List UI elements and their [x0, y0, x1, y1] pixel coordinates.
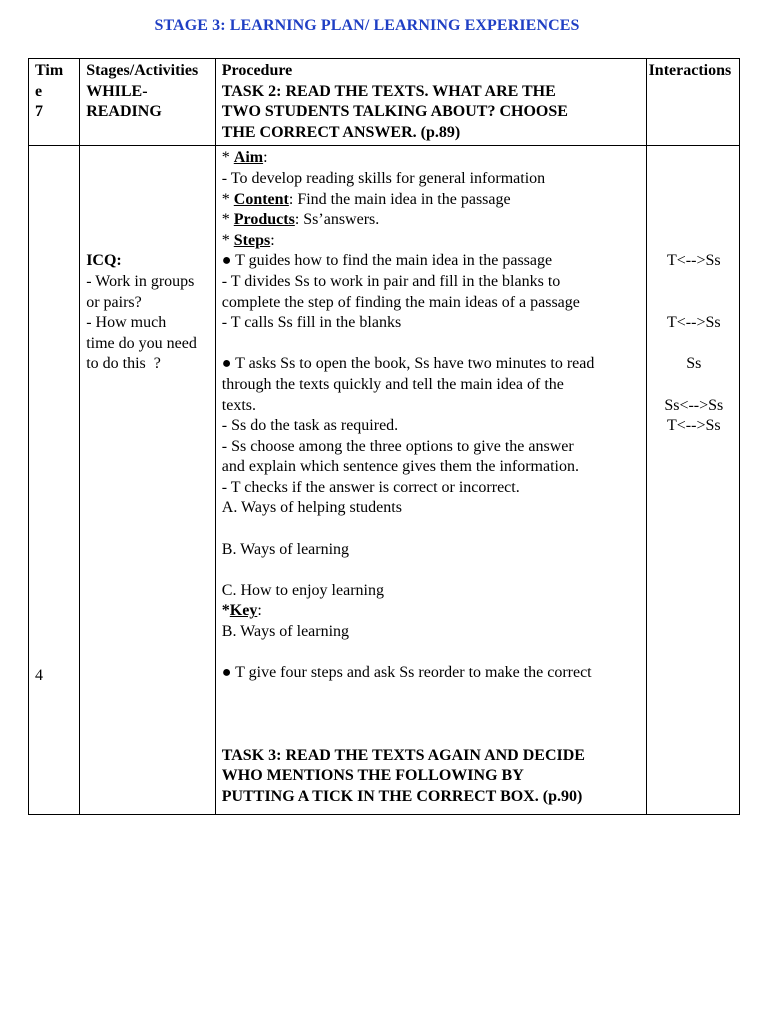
icq-line: - Work in groups	[86, 272, 195, 290]
table-body-row	[29, 146, 740, 815]
interaction-line: T<-->Ss	[666, 314, 721, 332]
icq-line: - How much	[86, 314, 167, 332]
option-c: C. How to enjoy learning	[221, 581, 384, 599]
task3-heading-line: WHO MENTIONS THE FOLLOWING BY	[221, 767, 524, 785]
procedure-header-label: Procedure	[221, 62, 293, 79]
step-four-line: ● T give four steps and ask Ss reorder to make the correct	[221, 664, 592, 682]
procedure-line: - T calls Ss fill in the blanks	[221, 314, 402, 332]
blank-line	[222, 704, 642, 725]
learning-plan-table	[28, 58, 740, 815]
stages-cell	[80, 146, 216, 815]
procedure-cell	[215, 146, 646, 815]
content-line: * Content: Find the main idea in the passage	[221, 190, 511, 208]
task3-heading-line: TASK 3: READ THE TEXTS AGAIN AND DECIDE	[221, 746, 585, 764]
task2-heading-line: TASK 2: READ THE TEXTS. WHAT ARE THE	[221, 82, 556, 100]
procedure-line	[222, 334, 642, 355]
blank-line	[222, 725, 642, 746]
procedure-line: ● T guides how to find the main idea in the passage	[221, 252, 553, 270]
time-header-line: Tim	[35, 62, 64, 79]
interaction-line: Ss	[686, 355, 702, 373]
icq-label: ICQ:	[86, 252, 122, 270]
procedure-line: complete the step of finding the main ideas of a passage	[221, 293, 580, 311]
time-cell	[29, 146, 80, 815]
interaction-line: T<-->Ss	[666, 252, 721, 270]
interaction-line	[649, 169, 739, 190]
interaction-line	[649, 272, 739, 293]
procedure-line: - Ss do the task as required.	[221, 417, 399, 435]
key-heading: *Key:	[221, 602, 262, 620]
time-header-line: e	[35, 82, 43, 100]
option-b: B. Ways of learning	[221, 540, 350, 558]
products-line: * Products: Ss’answers.	[221, 211, 380, 229]
option-a: A. Ways of helping students	[221, 499, 402, 517]
procedure-line	[222, 560, 642, 581]
interaction-line: Ss<-->Ss	[664, 396, 724, 414]
task2-heading-line: THE CORRECT ANSWER. (p.89)	[221, 123, 461, 141]
procedure-line: - Ss choose among the three options to give the answer	[221, 437, 574, 455]
stages-header-line: Stages/Activities	[86, 62, 199, 79]
interactions-cell	[646, 146, 739, 815]
interaction-line: T<-->Ss	[666, 417, 721, 435]
page-title: STAGE 3: LEARNING PLAN/ LEARNING EXPERIENCES	[154, 17, 580, 34]
interaction-line	[649, 375, 739, 396]
procedure-line: and explain which sentence gives them the information.	[221, 458, 579, 476]
procedure-line	[222, 519, 642, 540]
procedure-line: texts.	[221, 396, 256, 414]
key-answer: B. Ways of learning	[221, 623, 350, 641]
procedure-line: through the texts quickly and tell the main idea of the	[221, 375, 564, 393]
icq-line: to do this ?	[86, 355, 161, 373]
task3-heading-line: PUTTING A TICK IN THE CORRECT BOX. (p.90)	[221, 787, 583, 805]
interaction-line	[649, 293, 739, 314]
icq-line: time do you need	[86, 334, 197, 352]
procedure-line: - T divides Ss to work in pair and fill in the blanks to	[221, 272, 561, 290]
task2-heading-line: TWO STUDENTS TALKING ABOUT? CHOOSE	[221, 103, 568, 121]
interaction-line	[649, 334, 739, 355]
interactions-header-label: Interactions	[648, 62, 732, 79]
steps-heading: * Steps:	[221, 231, 275, 249]
stages-header-line: WHILE-	[86, 82, 148, 100]
icq-line: or pairs?	[86, 293, 142, 311]
time-value: 4	[35, 667, 43, 685]
blank-line	[222, 643, 642, 664]
procedure-line: - T checks if the answer is correct or incorrect.	[221, 478, 520, 496]
interaction-line	[649, 190, 739, 211]
interaction-line	[649, 210, 739, 231]
stages-header-line: READING	[86, 103, 162, 121]
interaction-line	[649, 231, 739, 252]
aim-text: - To develop reading skills for general information	[221, 169, 546, 187]
table-header-row	[29, 59, 740, 146]
time-header-cell	[29, 59, 80, 146]
interactions-header-cell	[646, 59, 739, 146]
aim-heading: * Aim:	[221, 149, 268, 167]
stages-header-cell	[80, 59, 216, 146]
time-header-line: 7	[35, 103, 43, 121]
blank-line	[222, 684, 642, 705]
procedure-line: ● T asks Ss to open the book, Ss have two minutes to read	[221, 355, 595, 373]
interaction-line	[649, 148, 739, 169]
procedure-header-cell	[215, 59, 646, 146]
